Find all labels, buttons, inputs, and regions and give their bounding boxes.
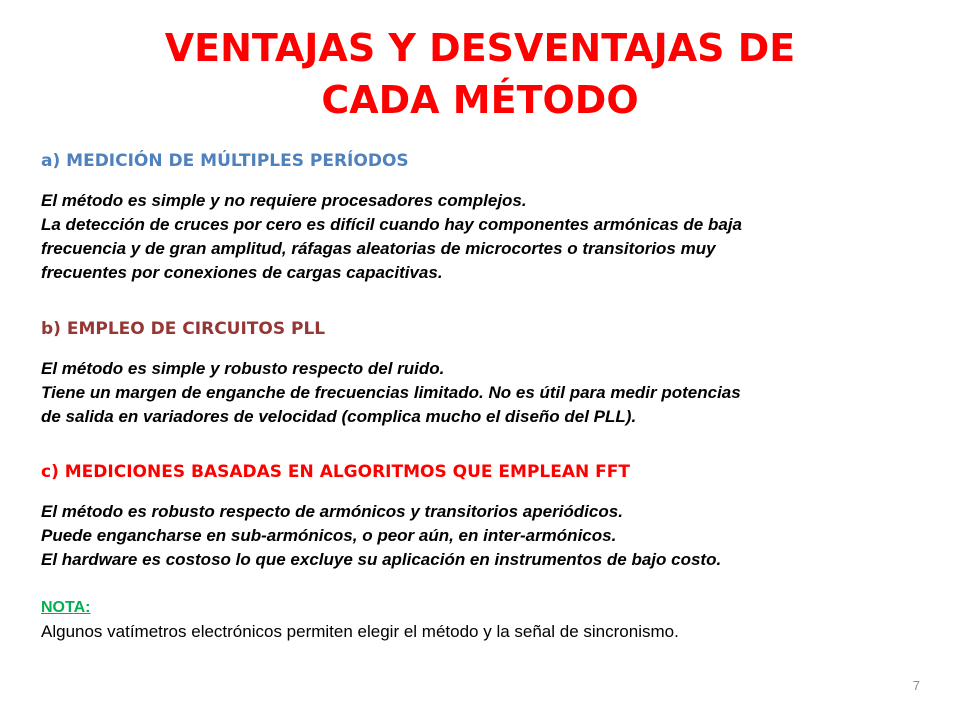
page-number: 7 [912, 678, 920, 693]
section-a-line-4: frecuentes por conexiones de cargas capacitivas. [41, 263, 443, 282]
section-a-line-1: El método es simple y no requiere procesadores complejos. [41, 191, 527, 210]
section-b-line-2: Tiene un margen de enganche de frecuencias limitado. No es útil para medir potencias [41, 383, 741, 402]
section-b-line-1: El método es simple y robusto respecto del ruido. [41, 359, 445, 378]
slide-title-line-2: CADA MÉTODO [321, 78, 639, 122]
nota-label: NOTA: [41, 599, 91, 616]
section-body-c [41, 500, 941, 572]
section-a-line-2: La detección de cruces por cero es difícil cuando hay componentes armónicas de baja [41, 215, 743, 234]
section-body-b [41, 357, 941, 429]
section-heading-a: a) MEDICIÓN DE MÚLTIPLES PERÍODOS [41, 151, 409, 171]
section-body-a [41, 189, 941, 285]
slide-title [60, 22, 900, 126]
section-c-line-3: El hardware es costoso lo que excluye su aplicación en instrumentos de bajo costo. [41, 550, 722, 569]
section-a-line-3: frecuencia y de gran amplitud, ráfagas aleatorias de microcortes o transitorios muy [41, 239, 716, 258]
slide-title-line-1: VENTAJAS Y DESVENTAJAS DE [164, 26, 796, 70]
section-heading-b: b) EMPLEO DE CIRCUITOS PLL [41, 319, 326, 339]
section-b-line-3: de salida en variadores de velocidad (complica mucho el diseño del PLL). [41, 407, 637, 426]
section-c-line-2: Puede engancharse en sub-armónicos, o peor aún, en inter-armónicos. [41, 526, 617, 545]
section-heading-c: c) MEDICIONES BASADAS EN ALGORITMOS QUE EMPLEAN FFT [41, 462, 630, 482]
nota-text: Algunos vatímetros electrónicos permiten elegir el método y la señal de sincronismo. [41, 622, 679, 641]
section-c-line-1: El método es robusto respecto de armónicos y transitorios aperiódicos. [41, 502, 623, 521]
